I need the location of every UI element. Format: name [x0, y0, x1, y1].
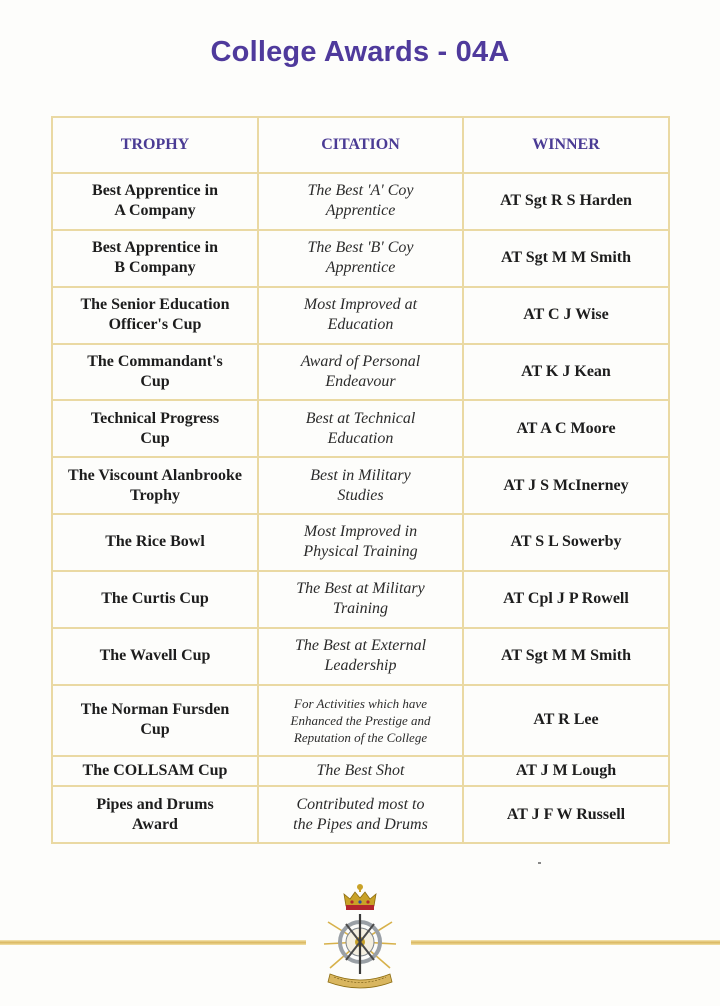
citation-line: Award of Personal: [300, 352, 421, 370]
winner-cell: AT R Lee: [463, 685, 669, 757]
trophy-line: A Company: [114, 202, 196, 220]
citation-line: Endeavour: [325, 372, 396, 390]
trophy-line: Cup: [140, 721, 170, 739]
trophy-line: Best Apprentice in: [92, 239, 218, 257]
trophy-cell: [52, 571, 258, 628]
citation-line: Education: [327, 429, 394, 447]
citation-line: The Best 'A' Coy: [307, 182, 414, 200]
trophy-cell: [52, 786, 258, 843]
citation-line: The Best at Military: [296, 580, 425, 598]
winner-cell: AT J M Lough: [463, 756, 669, 786]
citation-line: Physical Training: [303, 543, 418, 561]
trophy-line: The Viscount Alanbrooke: [68, 466, 242, 484]
awards-table: [51, 116, 670, 844]
trophy-cell: [52, 230, 258, 287]
trophy-cell: [52, 400, 258, 457]
college-crest-icon: [318, 882, 402, 994]
winner-cell: AT K J Kean: [463, 344, 669, 401]
citation-cell: [258, 400, 463, 457]
citation-line: Most Improved at: [303, 296, 418, 314]
trophy-line: The Norman Fursden: [80, 701, 230, 719]
citation-line: Best in Military: [310, 466, 411, 484]
scan-speck: [538, 862, 541, 864]
trophy-line: The COLLSAM Cup: [82, 762, 228, 780]
table-row: [52, 786, 669, 843]
table-row: [52, 628, 669, 685]
trophy-cell: [52, 457, 258, 514]
trophy-cell: [52, 287, 258, 344]
gold-rule-right: [411, 940, 720, 945]
winner-cell: AT S L Sowerby: [463, 514, 669, 571]
trophy-line: Officer's Cup: [108, 316, 202, 334]
citation-line: Best at Technical: [305, 409, 416, 427]
citation-line: The Best 'B' Coy: [307, 239, 414, 257]
citation-cell: [258, 786, 463, 843]
winner-cell: AT A C Moore: [463, 400, 669, 457]
trophy-line: The Senior Education: [80, 296, 230, 314]
trophy-cell: [52, 628, 258, 685]
trophy-cell: [52, 344, 258, 401]
header-citation: CITATION: [258, 117, 463, 173]
citation-line: Leadership: [324, 657, 397, 675]
citation-line: the Pipes and Drums: [293, 815, 428, 833]
citation-line: Enhanced the Prestige and: [290, 712, 431, 728]
crown-icon: [344, 884, 376, 910]
table-row: [52, 230, 669, 287]
page-title: College Awards - 04A: [210, 36, 510, 68]
citation-line: Apprentice: [325, 202, 396, 220]
trophy-line: Trophy: [129, 486, 181, 504]
scroll-banner-icon: [328, 974, 392, 988]
trophy-line: Pipes and Drums: [96, 795, 214, 813]
citation-cell: [258, 756, 463, 786]
citation-line: Most Improved in: [303, 523, 418, 541]
citation-cell: [258, 457, 463, 514]
trophy-line: Award: [132, 815, 178, 833]
gold-rule-left: [0, 940, 306, 945]
citation-line: Reputation of the College: [293, 729, 428, 745]
trophy-line: Best Apprentice in: [92, 182, 218, 200]
citation-line: Apprentice: [325, 259, 396, 277]
citation-cell: [258, 514, 463, 571]
citation-line: Contributed most to: [296, 795, 425, 813]
trophy-line: Cup: [140, 429, 170, 447]
table-row: [52, 457, 669, 514]
table-row: [52, 514, 669, 571]
table-row: [52, 571, 669, 628]
citation-cell: [258, 571, 463, 628]
trophy-line: Cup: [140, 372, 170, 390]
trophy-line: Technical Progress: [90, 409, 220, 427]
winner-cell: AT Sgt M M Smith: [463, 230, 669, 287]
winner-cell: AT J S McInerney: [463, 457, 669, 514]
citation-line: Education: [327, 316, 394, 334]
citation-line: The Best at External: [294, 637, 427, 655]
trophy-cell: [52, 756, 258, 786]
citation-cell: [258, 344, 463, 401]
citation-cell: [258, 230, 463, 287]
citation-cell: [258, 287, 463, 344]
citation-line: The Best Shot: [316, 762, 405, 780]
table-row: [52, 344, 669, 401]
winner-cell: AT Sgt R S Harden: [463, 173, 669, 230]
trophy-cell: [52, 514, 258, 571]
header-winner: WINNER: [463, 117, 669, 173]
table-row: [52, 756, 669, 786]
citation-line: For Activities which have: [294, 695, 427, 711]
trophy-line: The Rice Bowl: [105, 533, 205, 551]
table-header-row: [52, 117, 669, 173]
trophy-line: The Curtis Cup: [101, 590, 209, 608]
table-row: [52, 685, 669, 757]
citation-cell: [258, 173, 463, 230]
winner-cell: AT Cpl J P Rowell: [463, 571, 669, 628]
table-row: [52, 173, 669, 230]
trophy-cell: [52, 173, 258, 230]
table-row: [52, 287, 669, 344]
citation-line: Training: [332, 600, 389, 618]
trophy-line: The Commandant's: [87, 352, 223, 370]
winner-cell: AT C J Wise: [463, 287, 669, 344]
header-trophy: TROPHY: [52, 117, 258, 173]
trophy-line: B Company: [114, 259, 196, 277]
table-row: [52, 400, 669, 457]
citation-cell: [258, 685, 463, 757]
winner-cell: AT J F W Russell: [463, 786, 669, 843]
trophy-cell: [52, 685, 258, 757]
trophy-line: The Wavell Cup: [99, 647, 211, 665]
citation-line: Studies: [337, 486, 384, 504]
citation-cell: [258, 628, 463, 685]
winner-cell: AT Sgt M M Smith: [463, 628, 669, 685]
